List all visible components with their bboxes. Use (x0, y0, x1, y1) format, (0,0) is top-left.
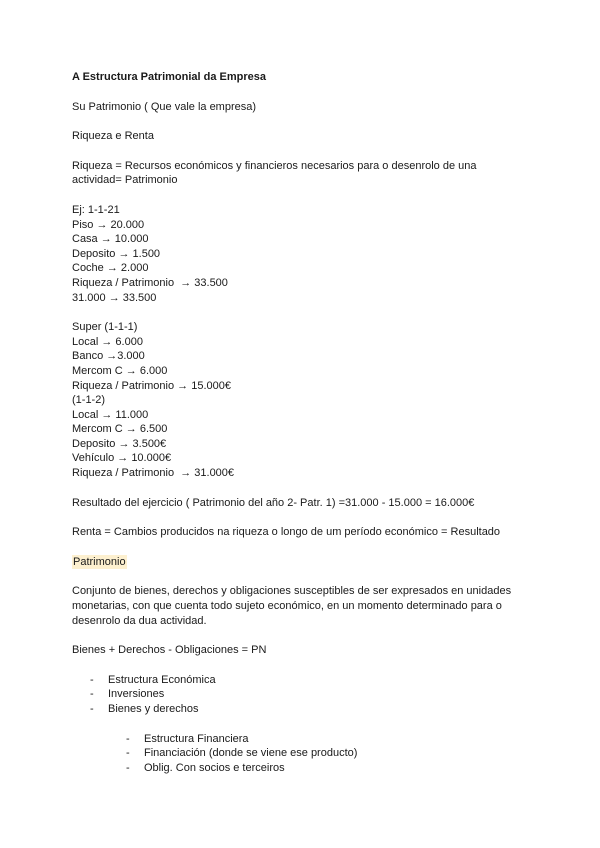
example-2-line: Mercom C → 6.500 (72, 423, 168, 436)
example-2-line: Deposito → 3.500€ (72, 437, 167, 450)
example-1-line: 31.000 → 33.500 (72, 291, 157, 304)
list-item-text: Oblig. Con socios e terceiros (144, 761, 285, 774)
example-1-line: Piso → 20.000 (72, 218, 145, 231)
formula-line: Bienes + Derechos - Obligaciones = PN (72, 644, 267, 657)
example-1-line: Coche → 2.000 (72, 262, 149, 275)
example-1-line: Riqueza / Patrimonio → 33.500 (72, 276, 228, 289)
intro-line: Su Patrimonio ( Que vale la empresa) (72, 100, 257, 113)
list-item (72, 761, 532, 776)
list-item (72, 732, 532, 747)
example-1-block (72, 203, 532, 305)
riqueza-definition-line-1: Riqueza = Recursos económicos y financieros necesarios para o desenrolo de una (72, 159, 477, 172)
dash-bullet: - (90, 703, 94, 715)
list-item-text: Estructura Financiera (144, 732, 249, 745)
example-2-line: Super (1-1-1) (72, 321, 138, 334)
dash-bullet: - (90, 688, 94, 701)
example-2-block (72, 320, 532, 481)
riqueza-renta-heading: Riqueza e Renta (72, 130, 154, 143)
example-1-line: Ej: 1-1-21 (72, 203, 120, 216)
document-title: A Estructura Patrimonial da Empresa (72, 71, 266, 83)
patrimonio-definition-line-3: desenrolo da dua actividad. (72, 614, 207, 627)
example-1-line: Casa → 10.000 (72, 233, 149, 246)
example-2-line: Banco →3.000 (72, 350, 145, 363)
riqueza-definition-line-2: actividad= Patrimonio (72, 174, 178, 187)
estructura-financiera-list (72, 732, 532, 776)
list-item-text: Financiación (donde se viene ese producto) (144, 747, 358, 760)
dash-bullet: - (126, 747, 130, 760)
dash-bullet: - (90, 673, 94, 686)
list-item-text: Inversiones (108, 688, 165, 701)
example-2-line: Riqueza / Patrimonio → 15.000€ (72, 379, 231, 392)
example-1-line: Deposito → 1.500 (72, 247, 161, 260)
list-item (72, 702, 532, 717)
patrimonio-definition-line-2: monetarias, con que cuenta todo sujeto económico, en un momento determinado para o (72, 600, 502, 613)
list-item (72, 746, 532, 761)
patrimonio-heading-line (72, 555, 532, 570)
example-2-line: Riqueza / Patrimonio → 31.000€ (72, 467, 235, 480)
example-2-line: Local → 11.000 (72, 408, 149, 421)
renta-line: Renta = Cambios producidos na riqueza o longo de um período económico = Resultado (72, 526, 501, 539)
list-item-text: Estructura Económica (108, 673, 216, 686)
dash-bullet: - (126, 732, 130, 745)
list-item (72, 673, 532, 688)
document-page (72, 70, 532, 775)
estructura-economica-list (72, 673, 532, 717)
example-2-line: Local → 6.000 (72, 335, 143, 348)
list-item-text: Bienes y derechos (108, 703, 199, 715)
patrimonio-heading: Patrimonio (73, 555, 126, 568)
resultado-line: Resultado del ejercicio ( Patrimonio del año 2- Patr. 1) =31.000 - 15.000 = 16.000€ (72, 496, 475, 509)
example-2-line: Mercom C → 6.000 (72, 364, 168, 377)
list-item (72, 687, 532, 702)
dash-bullet: - (126, 761, 130, 774)
example-2-line: Vehículo → 10.000€ (72, 452, 172, 465)
patrimonio-definition-line-1: Conjunto de bienes, derechos y obligaciones susceptibles de ser expresados en unidades (72, 585, 512, 598)
example-2-line: (1-1-2) (72, 394, 106, 407)
